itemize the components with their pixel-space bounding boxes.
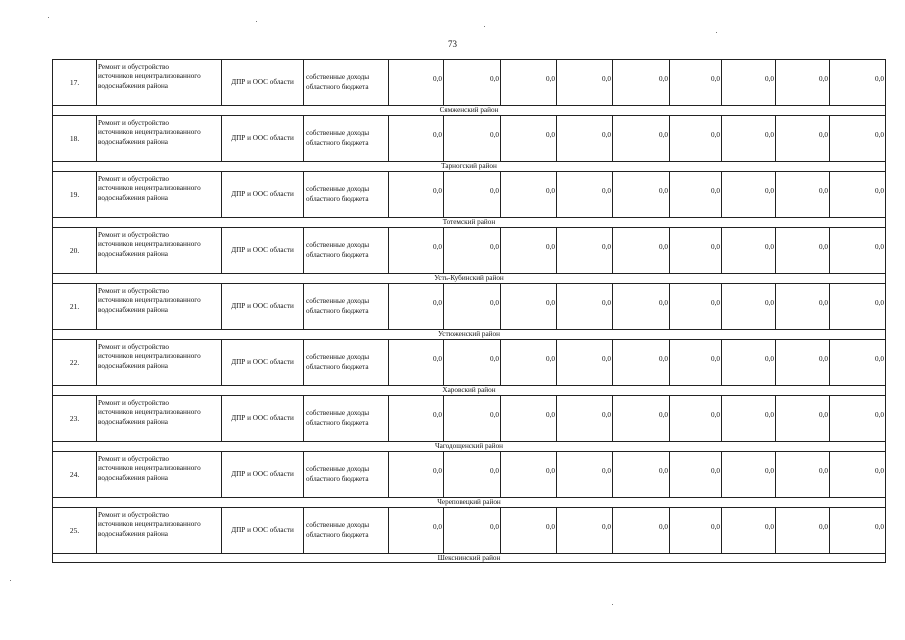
scan-speck (10, 580, 11, 581)
value-cell: 0,0 (500, 395, 556, 441)
scan-speck (716, 32, 717, 33)
district-header: Усть-Кубинский район (52, 273, 886, 283)
value-cell: 0,0 (721, 59, 775, 105)
executor-text: ДПР и ООС области (231, 301, 294, 310)
activity-name-cell (96, 59, 221, 105)
activity-name-cell (96, 339, 221, 385)
activity-name-cell (96, 227, 221, 273)
value-cell: 0,0 (612, 171, 669, 217)
funding-source-line: собственные доходы (306, 297, 370, 306)
district-header: Тотемский район (52, 217, 886, 227)
district-header: Харовский район (52, 385, 886, 395)
activity-name-line: источников нецентрализованного (98, 296, 201, 305)
value-cell: 0,0 (669, 227, 721, 273)
funding-source-cell (303, 395, 388, 441)
activity-name-line: источников нецентрализованного (98, 72, 201, 81)
scan-speck (256, 21, 257, 22)
executor-cell (221, 227, 303, 273)
value-cell: 0,0 (388, 171, 443, 217)
value-cell: 0,0 (669, 283, 721, 329)
value-cell: 0,0 (388, 507, 443, 553)
value-cell: 0,0 (612, 395, 669, 441)
activity-name-line: водоснабжения района (98, 81, 168, 90)
table-row (52, 227, 886, 273)
activity-name-cell (96, 451, 221, 497)
value-cell: 0,0 (443, 115, 500, 161)
executor-cell (221, 451, 303, 497)
value-cell: 0,0 (443, 339, 500, 385)
district-header: Сямженский район (52, 105, 886, 115)
value-cell: 0,0 (500, 115, 556, 161)
value-cell: 0,0 (669, 115, 721, 161)
executor-text: ДПР и ООС области (231, 413, 294, 422)
activity-name-line: водоснабжения района (98, 193, 168, 202)
value-cell: 0,0 (388, 451, 443, 497)
value-cell: 0,0 (775, 395, 829, 441)
row-number-cell (52, 171, 96, 217)
activity-name-cell (96, 171, 221, 217)
funding-source-line: областного бюджета (306, 250, 369, 259)
activity-name-line: водоснабжения района (98, 417, 168, 426)
value-cell: 0,0 (829, 283, 886, 329)
activity-name-line: источников нецентрализованного (98, 408, 201, 417)
funding-source-cell (303, 339, 388, 385)
scan-speck (48, 17, 49, 18)
value-cell: 0,0 (500, 283, 556, 329)
row-number: 21. (69, 301, 80, 311)
table-row (52, 395, 886, 441)
activity-name-line: водоснабжения района (98, 473, 168, 482)
value-cell: 0,0 (829, 171, 886, 217)
value-cell: 0,0 (721, 171, 775, 217)
value-cell: 0,0 (775, 283, 829, 329)
funding-source-line: собственные доходы (306, 465, 370, 474)
value-cell: 0,0 (556, 283, 612, 329)
row-number: 24. (69, 469, 80, 479)
funding-source-line: собственные доходы (306, 241, 370, 250)
row-number: 19. (69, 189, 80, 199)
activity-name-cell (96, 395, 221, 441)
table-row (52, 59, 886, 105)
value-cell: 0,0 (669, 171, 721, 217)
value-cell: 0,0 (556, 339, 612, 385)
value-cell: 0,0 (388, 339, 443, 385)
value-cell: 0,0 (556, 451, 612, 497)
value-cell: 0,0 (721, 507, 775, 553)
value-cell: 0,0 (829, 227, 886, 273)
funding-source-line: областного бюджета (306, 418, 369, 427)
funding-source-text (306, 353, 369, 372)
funding-source-text (306, 409, 369, 428)
table-row (52, 451, 886, 497)
executor-text: ДПР и ООС области (231, 357, 294, 366)
row-number-cell (52, 115, 96, 161)
activity-name-line: водоснабжения района (98, 305, 168, 314)
funding-source-line: областного бюджета (306, 138, 369, 147)
value-cell: 0,0 (775, 115, 829, 161)
activity-name-line: Ремонт и обустройство (98, 231, 169, 239)
value-cell: 0,0 (829, 507, 886, 553)
value-cell: 0,0 (388, 227, 443, 273)
activity-name-line: источников нецентрализованного (98, 352, 201, 361)
activity-name-line: источников нецентрализованного (98, 184, 201, 193)
funding-source-line: областного бюджета (306, 362, 369, 371)
table-row (52, 171, 886, 217)
funding-source-cell (303, 283, 388, 329)
activity-name-line: источников нецентрализованного (98, 520, 201, 529)
funding-source-line: областного бюджета (306, 194, 369, 203)
value-cell: 0,0 (775, 451, 829, 497)
executor-text: ДПР и ООС области (231, 77, 294, 86)
value-cell: 0,0 (500, 339, 556, 385)
value-cell: 0,0 (721, 283, 775, 329)
value-cell: 0,0 (669, 59, 721, 105)
row-number: 25. (69, 525, 80, 535)
funding-source-text (306, 297, 369, 316)
funding-source-cell (303, 115, 388, 161)
value-cell: 0,0 (775, 227, 829, 273)
funding-source-text (306, 465, 369, 484)
executor-cell (221, 171, 303, 217)
funding-source-text (306, 241, 369, 260)
executor-cell (221, 395, 303, 441)
activity-name-line: Ремонт и обустройство (98, 63, 169, 71)
row-number-cell (52, 507, 96, 553)
executor-text: ДПР и ООС области (231, 133, 294, 142)
value-cell: 0,0 (612, 227, 669, 273)
row-number: 17. (69, 77, 80, 87)
scan-speck (612, 604, 613, 605)
row-number-cell (52, 395, 96, 441)
executor-cell (221, 339, 303, 385)
district-header: Тарногский район (52, 161, 886, 171)
value-cell: 0,0 (829, 339, 886, 385)
value-cell: 0,0 (721, 395, 775, 441)
value-cell: 0,0 (556, 171, 612, 217)
value-cell: 0,0 (556, 507, 612, 553)
funding-source-cell (303, 59, 388, 105)
funding-source-line: собственные доходы (306, 129, 370, 138)
value-cell: 0,0 (388, 115, 443, 161)
value-cell: 0,0 (443, 395, 500, 441)
funding-source-line: собственные доходы (306, 353, 370, 362)
value-cell: 0,0 (500, 59, 556, 105)
executor-cell (221, 115, 303, 161)
activity-name-line: водоснабжения района (98, 361, 168, 370)
executor-text: ДПР и ООС области (231, 245, 294, 254)
funding-source-line: собственные доходы (306, 409, 370, 418)
funding-source-cell (303, 507, 388, 553)
activity-name-cell (96, 283, 221, 329)
table-row (52, 339, 886, 385)
activity-name-line: водоснабжения района (98, 529, 168, 538)
table-row (52, 283, 886, 329)
value-cell: 0,0 (721, 227, 775, 273)
funding-source-text (306, 521, 369, 540)
budget-table (52, 59, 886, 563)
funding-source-line: собственные доходы (306, 185, 370, 194)
activity-name-line: Ремонт и обустройство (98, 511, 169, 519)
executor-cell (221, 507, 303, 553)
funding-source-line: областного бюджета (306, 530, 369, 539)
funding-source-cell (303, 451, 388, 497)
value-cell: 0,0 (556, 395, 612, 441)
value-cell: 0,0 (721, 451, 775, 497)
value-cell: 0,0 (829, 451, 886, 497)
value-cell: 0,0 (721, 115, 775, 161)
value-cell: 0,0 (556, 115, 612, 161)
value-cell: 0,0 (612, 283, 669, 329)
executor-text: ДПР и ООС области (231, 469, 294, 478)
row-number-cell (52, 283, 96, 329)
district-header: Чагодощенский район (52, 441, 886, 451)
value-cell: 0,0 (500, 227, 556, 273)
funding-source-line: областного бюджета (306, 306, 369, 315)
row-number-cell (52, 451, 96, 497)
value-cell: 0,0 (443, 283, 500, 329)
value-cell: 0,0 (775, 507, 829, 553)
value-cell: 0,0 (443, 451, 500, 497)
value-cell: 0,0 (388, 395, 443, 441)
value-cell: 0,0 (721, 339, 775, 385)
district-header: Череповецкий район (52, 497, 886, 507)
value-cell: 0,0 (500, 507, 556, 553)
activity-name-line: Ремонт и обустройство (98, 455, 169, 463)
value-cell: 0,0 (443, 59, 500, 105)
funding-source-line: областного бюджета (306, 474, 369, 483)
activity-name-line: Ремонт и обустройство (98, 287, 169, 295)
funding-source-line: областного бюджета (306, 82, 369, 91)
value-cell: 0,0 (612, 115, 669, 161)
executor-cell (221, 283, 303, 329)
executor-text: ДПР и ООС области (231, 525, 294, 534)
value-cell: 0,0 (612, 451, 669, 497)
funding-source-text (306, 73, 369, 92)
district-header: Шекснинский район (52, 553, 886, 563)
funding-source-text (306, 185, 369, 204)
executor-cell (221, 59, 303, 105)
value-cell: 0,0 (612, 507, 669, 553)
row-number: 18. (69, 133, 80, 143)
value-cell: 0,0 (443, 227, 500, 273)
value-cell: 0,0 (775, 59, 829, 105)
value-cell: 0,0 (669, 339, 721, 385)
value-cell: 0,0 (556, 59, 612, 105)
funding-source-cell (303, 227, 388, 273)
activity-name-line: водоснабжения района (98, 137, 168, 146)
value-cell: 0,0 (612, 59, 669, 105)
funding-source-line: собственные доходы (306, 521, 370, 530)
activity-name-line: Ремонт и обустройство (98, 343, 169, 351)
funding-source-text (306, 129, 369, 148)
row-number-cell (52, 339, 96, 385)
activity-name-line: источников нецентрализованного (98, 128, 201, 137)
funding-source-line: собственные доходы (306, 73, 370, 82)
activity-name-line: Ремонт и обустройство (98, 175, 169, 183)
value-cell: 0,0 (556, 227, 612, 273)
page-number: 73 (448, 39, 457, 49)
activity-name-cell (96, 507, 221, 553)
row-number: 22. (69, 357, 80, 367)
value-cell: 0,0 (500, 171, 556, 217)
activity-name-cell (96, 115, 221, 161)
value-cell: 0,0 (612, 339, 669, 385)
value-cell: 0,0 (775, 339, 829, 385)
row-number-cell (52, 227, 96, 273)
value-cell: 0,0 (388, 283, 443, 329)
row-number: 23. (69, 413, 80, 423)
value-cell: 0,0 (669, 451, 721, 497)
value-cell: 0,0 (829, 395, 886, 441)
activity-name-line: Ремонт и обустройство (98, 399, 169, 407)
value-cell: 0,0 (443, 507, 500, 553)
value-cell: 0,0 (443, 171, 500, 217)
value-cell: 0,0 (775, 171, 829, 217)
funding-source-cell (303, 171, 388, 217)
value-cell: 0,0 (388, 59, 443, 105)
table-row (52, 507, 886, 553)
district-header: Устюженский район (52, 329, 886, 339)
activity-name-line: источников нецентрализованного (98, 464, 201, 473)
value-cell: 0,0 (829, 115, 886, 161)
value-cell: 0,0 (829, 59, 886, 105)
value-cell: 0,0 (669, 507, 721, 553)
table-row (52, 115, 886, 161)
executor-text: ДПР и ООС области (231, 189, 294, 198)
row-number: 20. (69, 245, 80, 255)
activity-name-line: источников нецентрализованного (98, 240, 201, 249)
value-cell: 0,0 (500, 451, 556, 497)
activity-name-line: Ремонт и обустройство (98, 119, 169, 127)
activity-name-line: водоснабжения района (98, 249, 168, 258)
scan-speck (484, 26, 485, 27)
value-cell: 0,0 (669, 395, 721, 441)
row-number-cell (52, 59, 96, 105)
